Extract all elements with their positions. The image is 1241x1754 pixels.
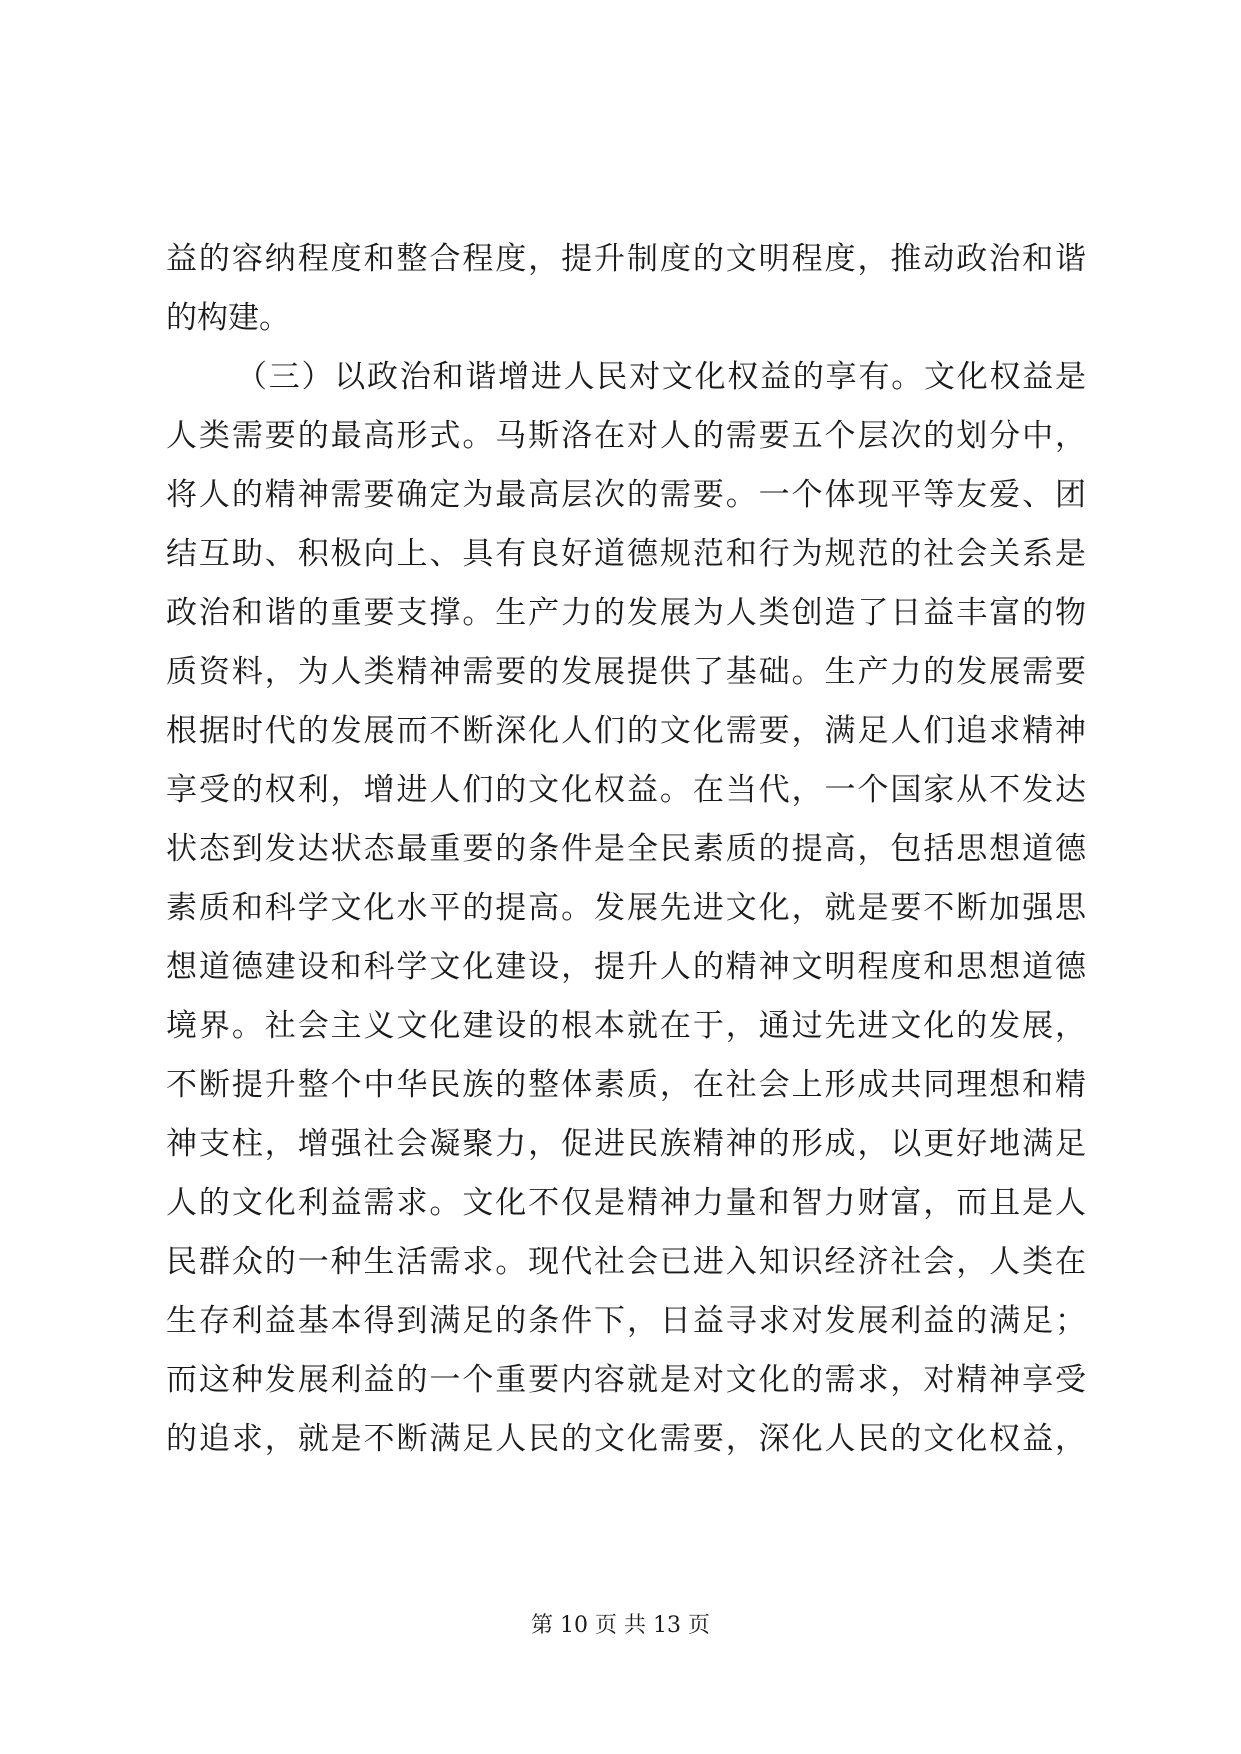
- text-line: 根据时代的发展而不断深化人们的文化需要，满足人们追求精神: [166, 713, 1086, 749]
- text-line: 想道德建设和科学文化建设，提升人的精神文明程度和思想道德: [166, 949, 1086, 985]
- text-line: 的追求，就是不断满足人民的文化需要，深化人民的文化权益，: [166, 1421, 1086, 1457]
- text-line: 素质和科学文化水平的提高。发展先进文化，就是要不断加强思: [166, 890, 1086, 926]
- text-line: 结互助、积极向上、具有良好道德规范和行为规范的社会关系是: [166, 536, 1086, 572]
- page-footer: [0, 1608, 1241, 1639]
- body-text: [166, 230, 1086, 1469]
- text-line: 不断提升整个中华民族的整体素质，在社会上形成共同理想和精: [166, 1067, 1086, 1103]
- text-line: 享受的权利，增进人们的文化权益。在当代，一个国家从不发达: [166, 772, 1086, 808]
- text-line: 状态到发达状态最重要的条件是全民素质的提高，包括思想道德: [166, 831, 1086, 867]
- page-number-label: 第 10 页 共 13 页: [531, 1613, 710, 1638]
- text-line: 人的文化利益需求。文化不仅是精神力量和智力财富，而且是人: [166, 1185, 1086, 1221]
- text-line: 质资料，为人类精神需要的发展提供了基础。生产力的发展需要: [166, 654, 1086, 690]
- text-line: 益的容纳程度和整合程度，提升制度的文明程度，推动政治和谐: [166, 241, 1086, 277]
- text-line: 将人的精神需要确定为最高层次的需要。一个体现平等友爱、团: [166, 477, 1086, 513]
- text-line: 生存利益基本得到满足的条件下，日益寻求对发展利益的满足；: [166, 1303, 1086, 1339]
- text-line: 人类需要的最高形式。马斯洛在对人的需要五个层次的划分中，: [166, 418, 1086, 454]
- text-line: 的构建。: [166, 300, 290, 336]
- text-line: 而这种发展利益的一个重要内容就是对文化的需求，对精神享受: [166, 1362, 1086, 1398]
- text-line: 民群众的一种生活需求。现代社会已进入知识经济社会，人类在: [166, 1244, 1086, 1280]
- text-line: 境界。社会主义文化建设的根本就在于，通过先进文化的发展，: [166, 1008, 1086, 1044]
- paragraph-heading-line: （三）以政治和谐增进人民对文化权益的享有。文化权益是: [236, 359, 1086, 395]
- text-line: 神支柱，增强社会凝聚力，促进民族精神的形成，以更好地满足: [166, 1126, 1086, 1162]
- text-line: 政治和谐的重要支撑。生产力的发展为人类创造了日益丰富的物: [166, 595, 1086, 631]
